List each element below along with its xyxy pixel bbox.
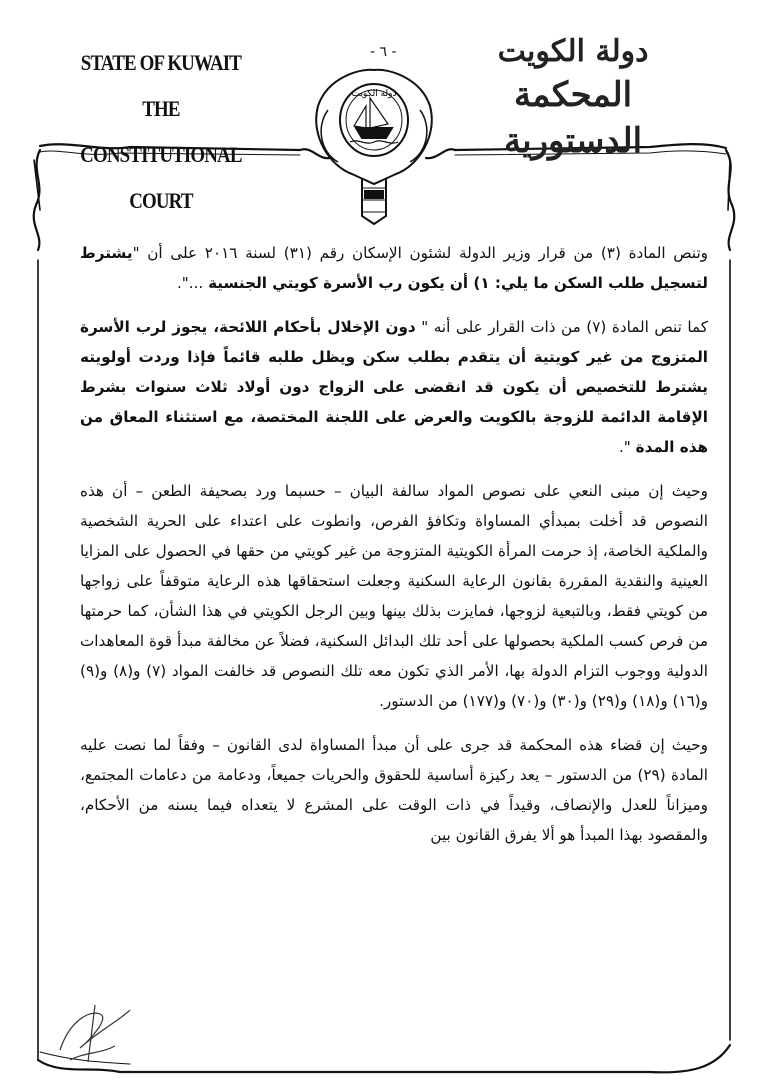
paragraph-1-quote: يشترط لتسجيل طلب السكن ما يلي: ١) أن يكون رب الأسرة كويتي الجنسية — [80, 244, 708, 292]
state-name-arabic: دولة الكويت — [497, 34, 649, 69]
court-name-english — [62, 40, 260, 224]
paragraph-2 — [80, 312, 708, 462]
paragraph-2-end: ". — [618, 438, 636, 456]
kuwait-emblem-icon — [308, 66, 440, 226]
paragraph-1-end: ...". — [176, 274, 209, 292]
ruling-body — [80, 238, 708, 850]
paragraph-1-intro: وتنص المادة (٣) من قرار وزير الدولة لشئون الإسكان رقم (٣١) لسنة ٢٠١٦ على أن " — [132, 244, 709, 262]
paragraph-4: وحيث إن قضاء هذه المحكمة قد جرى على أن مبدأ المساواة لدى القانون – وفقاً لما نصت عليه المادة (٢٩) من الدستور – يعد ركيزة أساسية للحقوق والحريات جميعاً، ودعامة من دعامات المجتمع، وميزاناً للعدل والإنصاف، وقيداً في ذات الوقت على المشرع لا يتعداه فيما يسنه من الأحكام، والمقصود بهذا المبدأ هو ألا يفرق القانون بين — [80, 736, 708, 844]
page-number: - ٦ - — [370, 44, 397, 60]
paragraph-2-quote: دون الإخلال بأحكام اللائحة، يجوز لرب الأسرة المتزوج من غير كويتية أن يتقدم بطلب سكن ويظل طلبه قائماً فإذا وردت أولويته يشترط للتخصيص أن يكون قد انقضى على الزواج دون أولاد ثلاث سنوات بشرط الإقامة الدائمة للزوجة بالكويت والعرض على اللجنة المختصة، مع استثناء المعاق من هذه المدة — [80, 318, 708, 456]
signature-icon — [40, 990, 150, 1070]
court-title-english: THE CONSTITUTIONAL COURT — [80, 96, 242, 213]
state-name-english: STATE OF KUWAIT — [80, 50, 242, 75]
court-title-arabic: المحكمة الدستورية — [503, 75, 643, 161]
paragraph-2-intro: كما تنص المادة (٧) من ذات القرار على أنه " — [415, 318, 709, 336]
paragraph-1 — [80, 238, 708, 298]
emblem-label: دولة الكويت — [351, 89, 397, 99]
court-name-arabic — [458, 32, 688, 164]
paragraph-3: وحيث إن مبنى النعي على نصوص المواد سالفة البيان – حسبما ورد بصحيفة الطعن – أن هذه النصوص قد أخلت بمبدأي المساواة وتكافؤ الفرص، وانطوت على اعتداء على الحرية الشخصية والملكية الخاصة، إذ حرمت المرأة الكويتية المتزوجة من غير كويتي من حقها في الحصول على المزايا العينية والنقدية المقررة بقانون الرعاية السكنية وجعلت استحقاقها هذه الرعاية متوقفاً على زواجها من كويتي فقط، وبالتبعية لزوجها، فمايزت بذلك بينها وبين الرجل الكويتي في هذا الشأن، كما حرمتها من فرص كسب الملكية بحصولها على أحد تلك البدائل السكنية، فضلاً عن مخالفة مبدأ قوة المعاهدات الدولية ووجوب التزام الدولة بها، الأمر الذي تكون معه تلك النصوص قد خالفت المواد (٧) و(٨) و(٩) و(١٦) و(١٨) و(٢٩) و(٣٠) و(٧٠) و(١٧٧) من الدستور. — [80, 482, 709, 710]
